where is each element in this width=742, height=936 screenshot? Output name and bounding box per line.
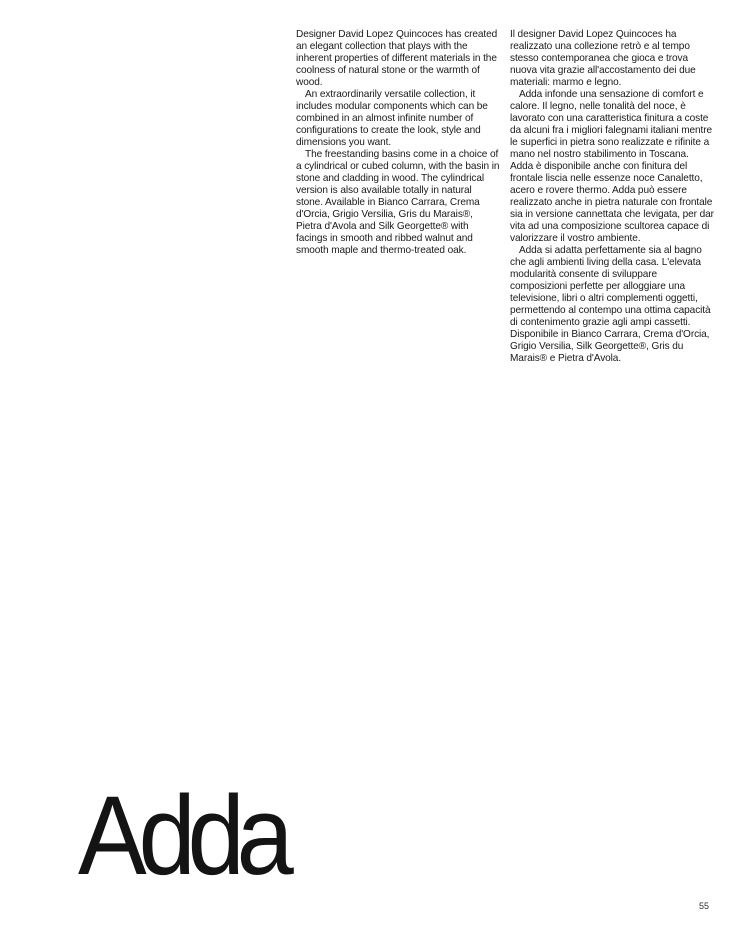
- page-number: 55: [698, 901, 709, 911]
- english-paragraph: The freestanding basins come in a choice of a cylindrical or cubed column, with the basin in stone and cladding in wood. The cylindrical version is also available totally in natural stone. Available in Bianco Carrara, Crema d'Orcia, Grigio Versilia, Gris du Marais®, Pietra d'Avola and Silk Georgette® with facings in smooth and ribbed walnut and smooth maple and thermo-treated oak.: [296, 149, 500, 256]
- english-paragraph: An extraordinarily versatile collection, it includes modular components which can be combined in an almost infinite number of configurations to create the look, style and dimensions you want.: [296, 89, 488, 148]
- english-text-column: [296, 29, 500, 257]
- italian-paragraph: Adda infonde una sensazione di comfort e calore. Il legno, nelle tonalità del noce, è lavorato con una caratteristica finitura a coste da alcuni fra i migliori falegnami italiani mentre le superfici in pietra sono realizzate e rifinite a mano nel nostro stabilimento in Toscana. Adda è disponibile anche con finitura del frontale liscia nelle essenze noce Canaletto, acero e rovere thermo. Adda può essere realizzato anche in pietra naturale con frontale sia in versione cannettata che levigata, per dar vita ad una composizione scultorea capace di valorizzare il vostro ambiente.: [510, 89, 714, 244]
- italian-paragraph: Adda si adatta perfettamente sia al bagno che agli ambienti living della casa. L'elevata modularità consente di sviluppare composizioni perfette per alloggiare una televisione, libri o altri complementi oggetti, permettendo al contempo una ottima capacità di contenimento grazie agli ampi cassetti. Disponibile in Bianco Carrara, Crema d'Orcia, Grigio Versilia, Silk Georgette®, Gris du Marais® e Pietra d'Avola.: [510, 245, 711, 364]
- italian-paragraph: Il designer David Lopez Quincoces ha realizzato una collezione retrò e al tempo stesso contemporanea che gioca e trova nuova vita grazie all'accostamento dei due materiali: marmo e legno.: [510, 29, 696, 88]
- collection-title: Adda: [78, 773, 286, 898]
- italian-text-column: [510, 29, 714, 365]
- english-paragraph: Designer David Lopez Quincoces has created an elegant collection that plays with the inherent properties of different materials in the coolness of natural stone or the warmth of wood.: [296, 29, 498, 88]
